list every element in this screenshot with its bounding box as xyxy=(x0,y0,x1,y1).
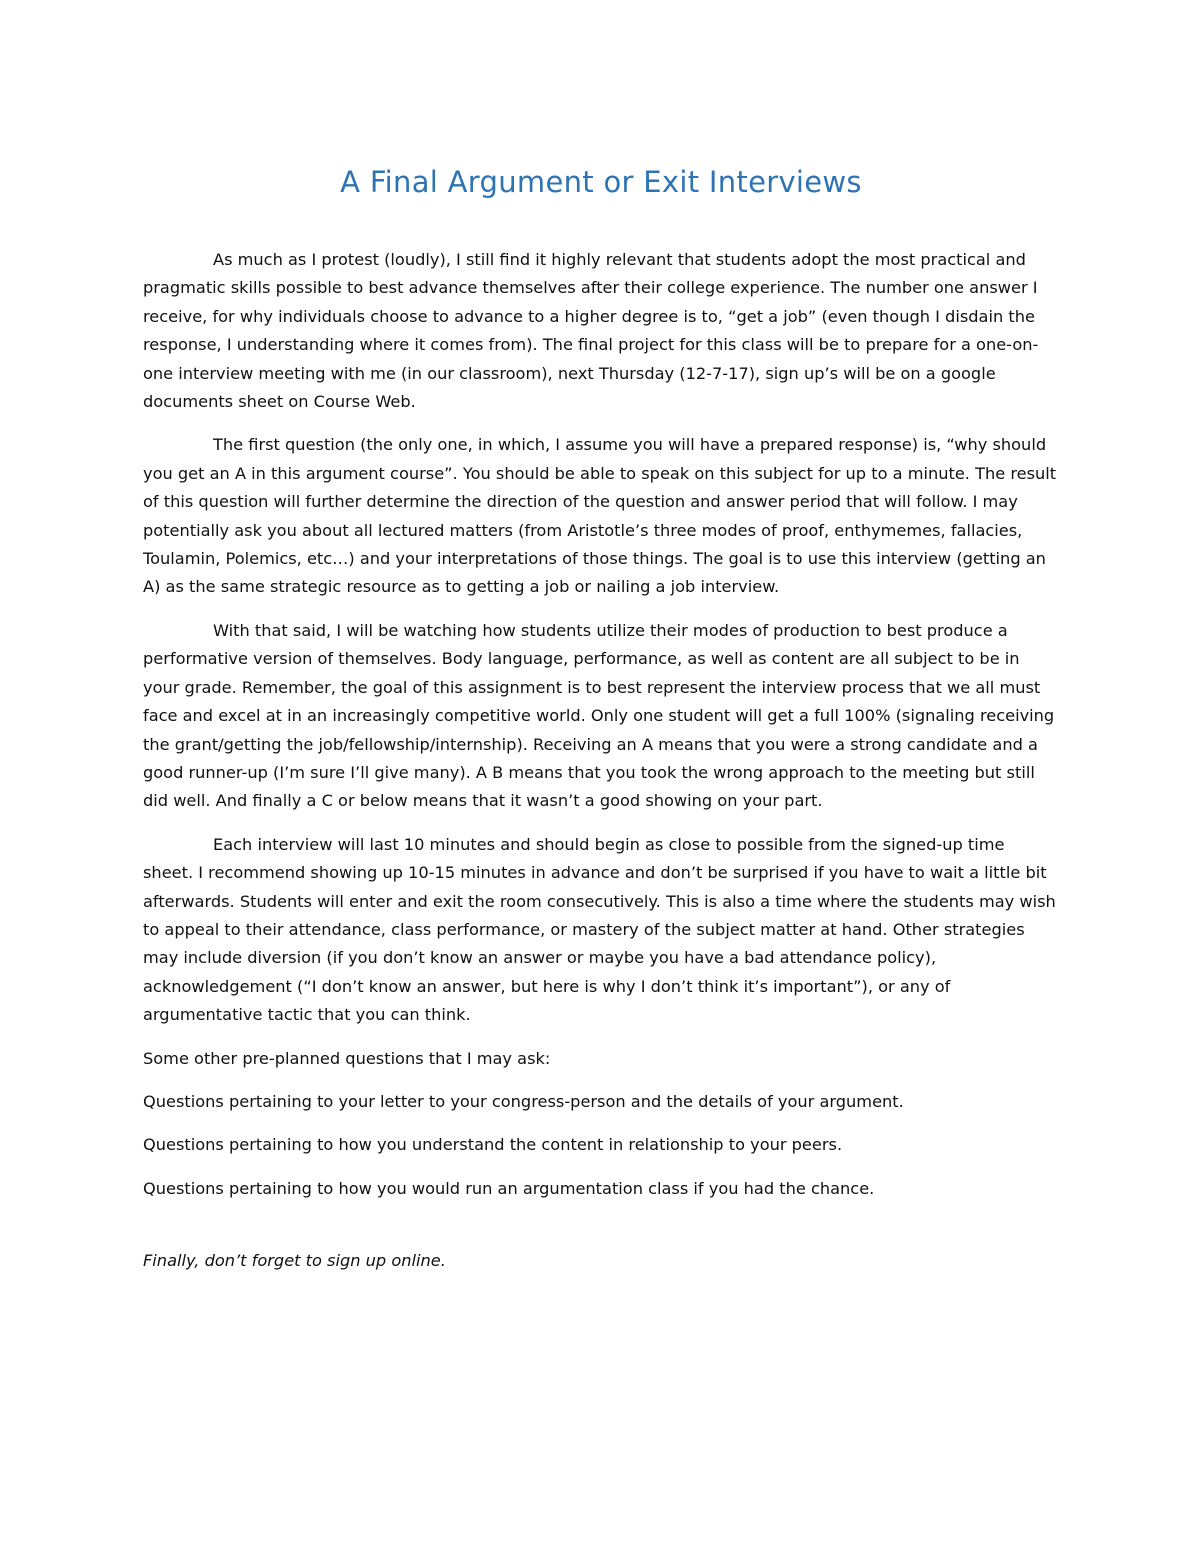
first-question-paragraph: The first question (the only one, in which, I assume you will have a prepared response) is, “why should you get an A in this argument course”. You should be able to speak on this subject for up to a minute. The result of this question will further determine the direction of the question and answer period that will follow. I may potentially ask you about all lectured matters (from Aristotle’s three modes of proof, enthymemes, fallacies, Toulamin, Polemics, etc…) and your interpretations of those things. The goal is to use this interview (getting an A) as the same strategic resource as to getting a job or nailing a job interview. xyxy=(143,435,1057,597)
question-item-congress-letter: Questions pertaining to your letter to your congress-person and the details of your argument. xyxy=(143,1091,904,1111)
document-body xyxy=(143,160,1059,1276)
evaluation-paragraph: With that said, I will be watching how students utilize their modes of production to best produce a performative version of themselves. Body language, performance, as well as content are all subject to be in your grade. Remember, the goal of this assignment is to best represent the interview process that we all must face and excel at in an increasingly competitive world. Only one student will get a full 100% (signaling receiving the grant/getting the job/fellowship/internship). Receiving an A means that you were a strong candidate and a good runner-up (I’m sure I’ll give many). A B means that you took the wrong approach to the meeting but still did well. And finally a C or below means that it wasn’t a good showing on your part. xyxy=(143,620,1055,811)
questions-intro: Some other pre-planned questions that I may ask: xyxy=(143,1048,551,1068)
question-item-peers: Questions pertaining to how you understand the content in relationship to your peers. xyxy=(143,1135,843,1155)
blank-line xyxy=(143,1218,1059,1247)
document-title: A Final Argument or Exit Interviews xyxy=(340,165,862,199)
question-item-run-class: Questions pertaining to how you would run an argumentation class if you had the chance. xyxy=(143,1178,875,1198)
interview-logistics-paragraph: Each interview will last 10 minutes and should begin as close to possible from the signed-up time sheet. I recommend showing up 10-15 minutes in advance and don’t be surprised if you have to wait a little bit afterwards. Students will enter and exit the room consecutively. This is also a time where the students may wish to appeal to their attendance, class performance, or mastery of the subject matter at hand. Other strategies may include diversion (if you don’t know an answer or maybe you have a bad attendance policy), acknowledgement (“I don’t know an answer, but here is why I don’t think it’s important”), or any of argumentative tactic that you can think. xyxy=(143,834,1056,1025)
intro-paragraph: As much as I protest (loudly), I still find it highly relevant that students adopt the most practical and pragmatic skills possible to best advance themselves after their college experience. The number one answer I receive, for why individuals choose to advance to a higher degree is to, “get a job” (even though I disdain the response, I understanding where it comes from). The final project for this class will be to prepare for a one-on-one interview meeting with me (in our classroom), next Thursday (12-7-17), sign up’s will be on a google documents sheet on Course Web. xyxy=(143,250,1039,412)
closing-reminder: Finally, don’t forget to sign up online. xyxy=(143,1251,446,1271)
